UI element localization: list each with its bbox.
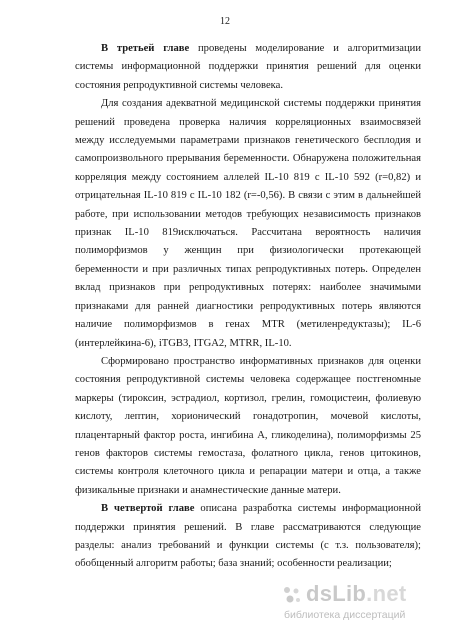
dslib-watermark bbox=[282, 581, 432, 627]
watermark-subtitle: библиотека диссертаций bbox=[284, 609, 406, 621]
paragraph-lead: В четвертой главе bbox=[101, 503, 195, 515]
document-body bbox=[75, 40, 421, 574]
paragraph-text: Сформировано пространство информативных признаков для оценки состояния репродуктивной системы человека содержащее постгеномные маркеры (тироксин, эстрадиол, кортизол, грелин, гомоцистеин, фолиевую кислоту, лептин, хорионический гонадотропин, мочевой кислоты, плацентарный фактор роста, ингибина А, гликоделина), полиморфизмы 25 генов факторов системы гемостаза, фолатного цикла, генов цитокинов, системы контроля клеточного цикла и репарации матери и отца, а также физикальные признаки и анамнестические данные матери. bbox=[75, 355, 421, 496]
paragraph-lead: В третьей главе bbox=[101, 43, 190, 54]
paragraph-correlation bbox=[75, 95, 421, 353]
paragraph-chapter-3 bbox=[75, 40, 421, 95]
paragraph-chapter-4 bbox=[75, 500, 421, 574]
watermark-logo: dsLib.net bbox=[306, 581, 407, 606]
paragraph-text: описана разработка системы информационной поддержки принятия решений. В главе рассматриваются следующие разделы: анализ требований и функции системы (с т.з. пользователя); обобщенный алгоритм работы; база знаний; особенности реализации; bbox=[75, 503, 421, 570]
paragraph-text: Для создания адекватной медицинской системы поддержки принятия решений проведена проверка наличия корреляционных взаимосвязей между исследуемыми параметрами признаков генетического бесплодия и самопроизвольного прерывания беременности. Обнаружена положительная корреляция между состоянием аллелей IL-10 819 с IL-10 592 (r=0,82) и отрицательная IL-10 819 с IL-10 182 (r=-0,56). В связи с этим в дальнейшей работе, при использовании методов требующих независимость признаков признак IL-10 819исключаться. Рассчитана вероятность наличия полиморфизмов у женщин при физиологически протекающей беременности и при различных типах репродуктивных потерь. Определен вклад признаков при репродуктивных потерях: наиболее значимыми признаками для ранней диагностики репродуктивных потерь являются наличие полиморфизмов в генах MTR (метиленредуктазы); IL-6 (интерлейкина-6), iTGB3, ITGA2, MTRR, IL-10. bbox=[75, 98, 421, 349]
paragraph-text: проведены моделирование и алгоритмизации системы информационной поддержки принятия решений для оценки состояния репродуктивной системы человека. bbox=[75, 43, 421, 91]
paragraph-feature-space bbox=[75, 353, 421, 500]
dslib-logo-icon bbox=[282, 585, 302, 605]
page-number: 12 bbox=[220, 16, 230, 27]
